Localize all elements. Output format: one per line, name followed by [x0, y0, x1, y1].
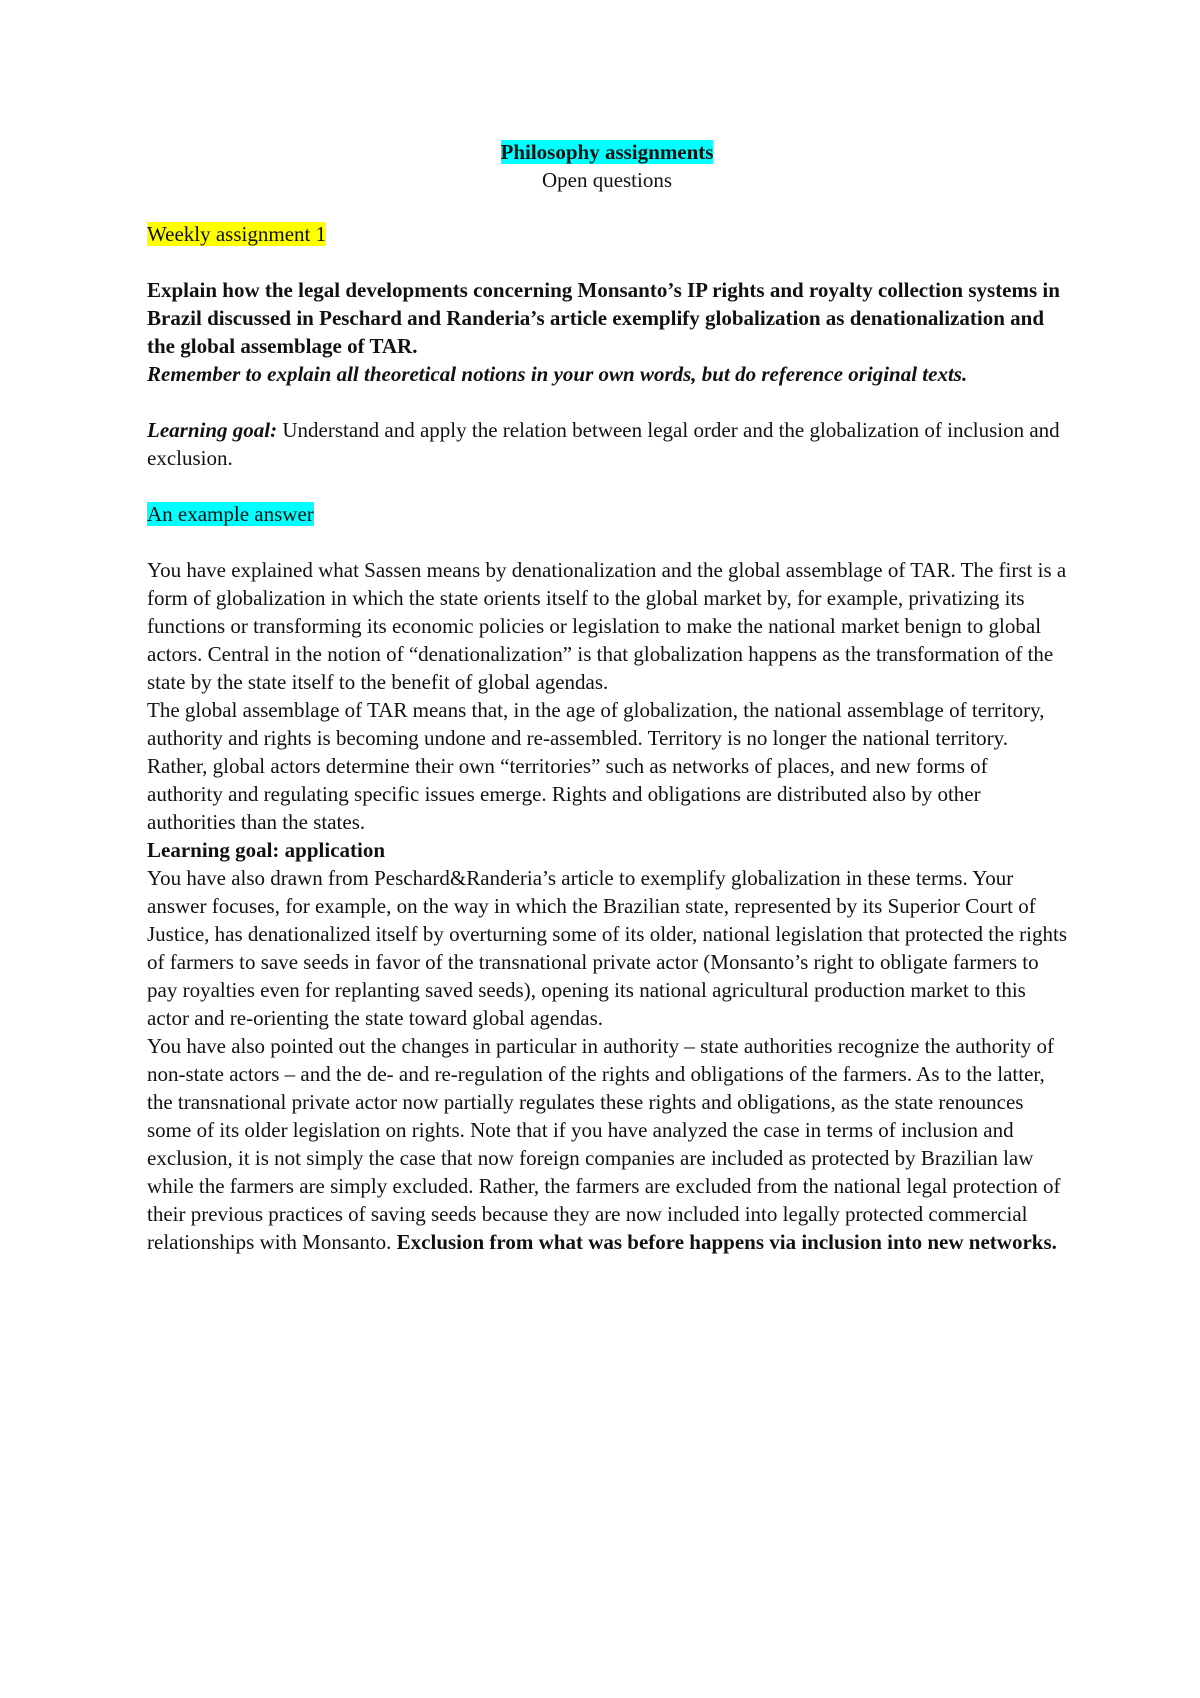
- answer-paragraph-2: The global assemblage of TAR means that, in the age of globalization, the national assemblage of territory, authority and rights is becoming undone and re-assembled. Territory is no longer the national territory. Rather, global actors determine their own “territories” such as networks of places, and new forms of authority and regulating specific issues emerge. Rights and obligations are distributed also by other authorities than the states.: [147, 698, 1045, 834]
- assignment-question: Explain how the legal developments concerning Monsanto’s IP rights and royalty collection systems in Brazil discussed in Peschard and Randeria’s article exemplify globalization as denationalization and the global assemblage of TAR.: [147, 278, 1060, 358]
- answer-subheading: Learning goal: application: [147, 838, 386, 862]
- assignment-instruction: Remember to explain all theoretical notions in your own words, but do reference original texts.: [147, 362, 968, 386]
- document-subtitle: Open questions: [541, 168, 673, 192]
- learning-goal-text: Understand and apply the relation between legal order and the globalization of inclusion and exclusion.: [147, 418, 1060, 470]
- document-title: Philosophy assignments: [500, 140, 714, 164]
- learning-goal-label: Learning goal:: [147, 418, 278, 442]
- answer-heading: An example answer: [147, 502, 314, 526]
- answer-paragraph-4-text: You have also pointed out the changes in particular in authority – state authorities recognize the authority of non-state actors – and the de- and re-regulation of the rights and obligations of the farmers. As to the latter, the transnational private actor now partially regulates these rights and obligations, as the state renounces some of its older legislation on rights. Note that if you have analyzed the case in terms of inclusion and exclusion, it is not simply the case that now foreign companies are included as protected by Brazilian law while the farmers are simply excluded. Rather, the farmers are excluded from the national legal protection of their previous practices of saving seeds because they are now included into legally protected commercial relationships with Monsanto.: [147, 1034, 1061, 1254]
- title-block: [147, 138, 1067, 194]
- answer-paragraph-1: You have explained what Sassen means by denationalization and the global assemblage of TAR. The first is a form of globalization in which the state orients itself to the global market by, for example, privatizing its functions or transforming its economic policies or legislation to make the national market benign to global actors. Central in the notion of “denationalization” is that globalization happens as the transformation of the state by the state itself to the benefit of global agendas.: [147, 558, 1067, 694]
- answer-paragraph-4: [147, 1032, 1067, 1256]
- document-page: [147, 138, 1067, 1256]
- learning-goal: [147, 416, 1067, 472]
- assignment-heading: Weekly assignment 1: [147, 222, 327, 246]
- assignment-heading-line: [147, 220, 1067, 248]
- answer-paragraph-3: You have also drawn from Peschard&Randeria’s article to exemplify globalization in these terms. Your answer focuses, for example, on the way in which the Brazilian state, represented by its Superior Court of Justice, has denationalized itself by overturning some of its older, national legislation that protected the rights of farmers to save seeds in favor of the transnational private actor (Monsanto’s right to obligate farmers to pay royalties even for replanting saved seeds), opening its national agricultural production market to this actor and re-orienting the state toward global agendas.: [147, 866, 1068, 1030]
- answer-heading-line: [147, 500, 1067, 528]
- answer-paragraph-4-bold: Exclusion from what was before happens via inclusion into new networks.: [391, 1230, 1057, 1254]
